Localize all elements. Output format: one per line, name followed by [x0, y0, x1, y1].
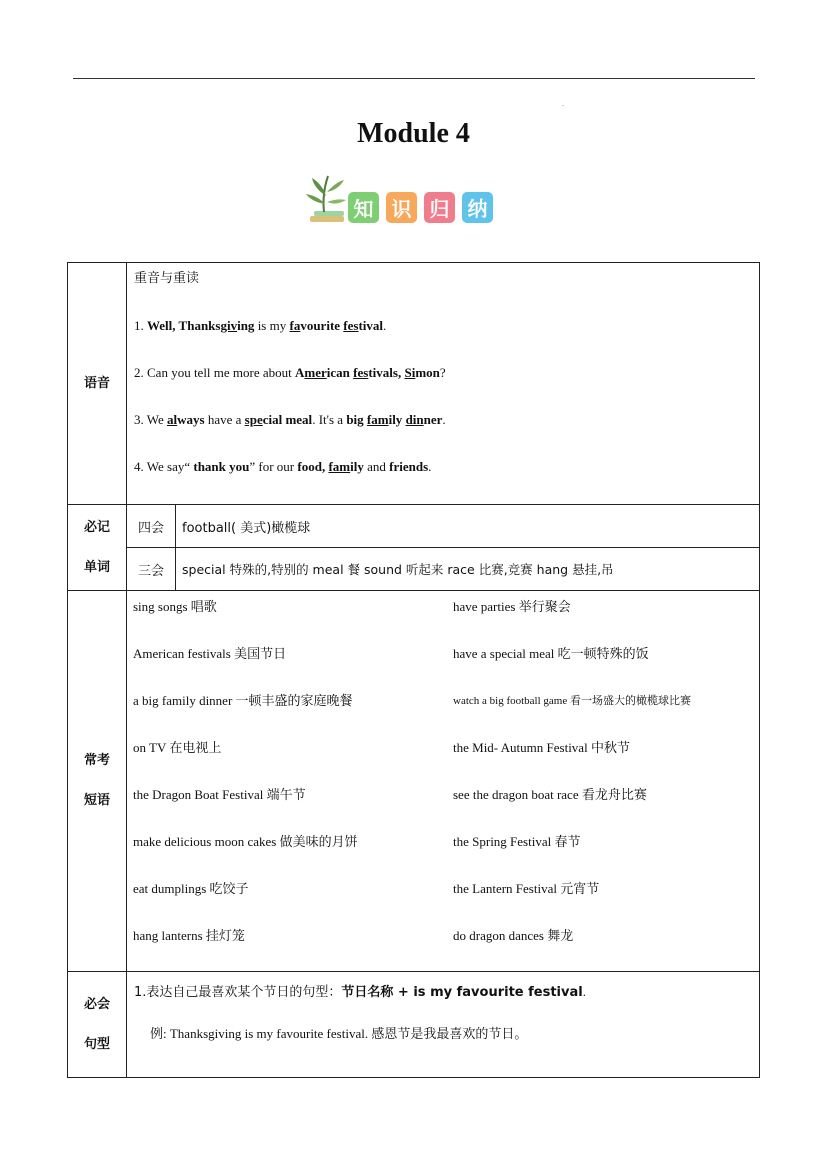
phrase-item: make delicious moon cakes 做美味的月饼 — [133, 834, 358, 849]
pronunciation-cell — [127, 263, 760, 505]
phrase-item: have a special meal 吃一顿特殊的饭 — [453, 646, 649, 661]
phrase-item: eat dumplings 吃饺子 — [133, 881, 249, 896]
badge-tile-4: 纳 — [462, 192, 493, 223]
phrases-label: 常考 短语 — [68, 591, 127, 972]
page-title: Module 4 — [357, 118, 470, 149]
phrase-item: the Lantern Festival 元宵节 — [453, 881, 600, 896]
phrases-cell — [127, 591, 760, 972]
page-mark: - — [562, 102, 565, 109]
phrase-item: the Spring Festival 春节 — [453, 834, 581, 849]
phrase-item: do dragon dances 舞龙 — [453, 928, 574, 943]
phrase-item: have parties 举行聚会 — [453, 599, 571, 614]
vocabulary-cell — [127, 505, 760, 591]
pronunciation-label: 语音 — [68, 263, 127, 505]
pronunciation-line-2: 2. Can you tell me more about American festivals, Simon? — [134, 365, 446, 380]
phrase-item: the Dragon Boat Festival 端午节 — [133, 787, 306, 802]
phrase-item: watch a big football game 看一场盛大的橄榄球比赛 — [453, 695, 691, 707]
vocab-row — [127, 505, 759, 548]
vocab-level: 四会 — [127, 505, 176, 548]
phrase-item: sing songs 唱歌 — [133, 599, 217, 614]
phrase-item: see the dragon boat race 看龙舟比赛 — [453, 787, 647, 802]
vocab-content: special 特殊的,特别的 meal 餐 sound 听起来 race 比赛,竞赛 hang 悬挂,吊 — [176, 548, 760, 591]
sentence-example: 例: Thanksgiving is my favourite festival. 感恩节是我最喜欢的节日。 — [150, 1026, 528, 1041]
knowledge-summary-badge — [300, 172, 500, 230]
phrase-item: the Mid- Autumn Festival 中秋节 — [453, 740, 630, 755]
phrase-item: on TV 在电视上 — [133, 740, 222, 755]
pronunciation-line-4: 4. We say“ thank you” for our food, family and friends. — [134, 459, 432, 474]
sentences-label: 必会 句型 — [68, 972, 127, 1078]
pronunciation-line-3: 3. We always have a special meal. It's a big family dinner. — [134, 412, 446, 427]
vocab-content: football( 美式)橄榄球 — [176, 505, 760, 548]
phrase-item: American festivals 美国节日 — [133, 646, 287, 661]
header-rule — [73, 78, 755, 79]
summary-table — [67, 262, 760, 1078]
sentences-cell — [127, 972, 760, 1078]
phrase-item: a big family dinner 一顿丰盛的家庭晚餐 — [133, 693, 353, 708]
vocabulary-label: 必记 单词 — [68, 505, 127, 591]
phrase-item: hang lanterns 挂灯笼 — [133, 928, 245, 943]
vocab-level: 三会 — [127, 548, 176, 591]
badge-tile-1: 知 — [348, 192, 379, 223]
vocab-row — [127, 548, 759, 591]
badge-tile-3: 归 — [424, 192, 455, 223]
pronunciation-heading: 重音与重读 — [134, 271, 200, 286]
plant-books-icon — [300, 172, 350, 230]
badge-tile-2: 识 — [386, 192, 417, 223]
sentence-pattern: 1.表达自己最喜欢某个节日的句型：节日名称 + is my favourite festival. — [134, 984, 586, 1000]
pronunciation-line-1: 1. Well, Thanksgiving is my favourite festival. — [134, 318, 387, 333]
